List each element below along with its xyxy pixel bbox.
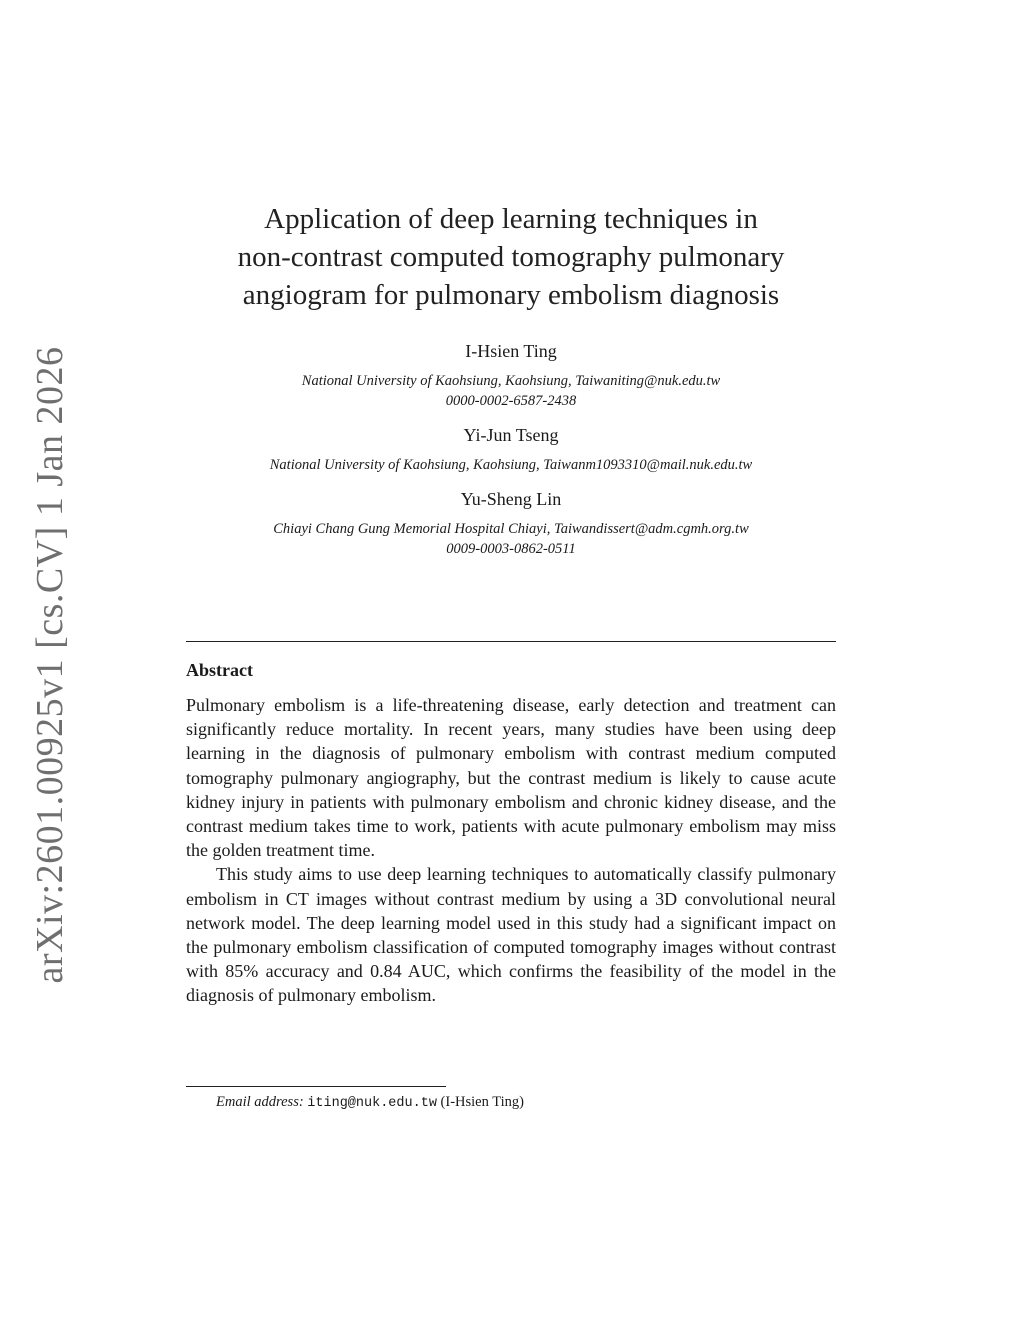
author-block-1 [186, 339, 836, 411]
footnote-email-link[interactable]: iting@nuk.edu.tw [307, 1096, 437, 1111]
title-line: angiogram for pulmonary embolism diagnosis [242, 279, 780, 311]
paper-title [186, 200, 836, 314]
abstract-heading: Abstract [186, 660, 253, 680]
author-name: Yi-Jun Tseng [463, 425, 559, 445]
footnote-rule [186, 1086, 446, 1087]
author-affiliation: National University of Kaohsiung, Kaohsiung, Taiwaniting@nuk.edu.tw [301, 373, 721, 389]
arxiv-identifier[interactable]: arXiv:2601.00925v1 [cs.CV] 1 Jan 2026 [29, 346, 71, 984]
title-line: non-contrast computed tomography pulmonary [237, 241, 785, 273]
author-block-2 [186, 423, 836, 475]
abstract-paragraph: Pulmonary embolism is a life-threatening disease, early detection and treatment can significantly reduce mortality. In recent years, many studies have been using deep learning in the diagnosis of pulmonary embolism with contrast medium computed tomography pulmonary angiography, but the contrast medium is likely to cause acute kidney injury in patients with pulmonary embolism and chronic kidney disease, and the contrast medium takes time to work, patients with acute pulmonary embolism may miss the golden treatment time. [186, 695, 836, 861]
footnote [216, 1094, 524, 1111]
author-affiliation: National University of Kaohsiung, Kaohsiung, Taiwanm1093310@mail.nuk.edu.tw [269, 457, 753, 473]
abstract-body [186, 693, 836, 1008]
paper-page [186, 0, 836, 1325]
author-orcid: 0009-0003-0862-0511 [446, 541, 576, 557]
author-affiliation: Chiayi Chang Gung Memorial Hospital Chiayi, Taiwandissert@adm.cgmh.org.tw [273, 521, 749, 537]
abstract-top-rule [186, 641, 836, 642]
author-name: Yu-Sheng Lin [460, 489, 562, 509]
title-line: Application of deep learning techniques in [264, 203, 758, 235]
author-block-3 [186, 487, 836, 559]
abstract-paragraph: This study aims to use deep learning techniques to automatically classify pulmonary embolism in CT images without contrast medium by using a 3D convolutional neural network model. The deep learning model used in this study had a significant impact on the pulmonary embolism classification of computed tomography images without contrast with 85% accuracy and 0.84 AUC, which confirms the feasibility of the model in the diagnosis of pulmonary embolism. [186, 864, 836, 1006]
arxiv-sidebar [8, 346, 92, 984]
footnote-owner: (I-Hsien Ting) [440, 1094, 524, 1110]
author-orcid: 0000-0002-6587-2438 [445, 393, 577, 409]
footnote-label: Email address: [216, 1094, 304, 1110]
author-name: I-Hsien Ting [465, 341, 557, 361]
